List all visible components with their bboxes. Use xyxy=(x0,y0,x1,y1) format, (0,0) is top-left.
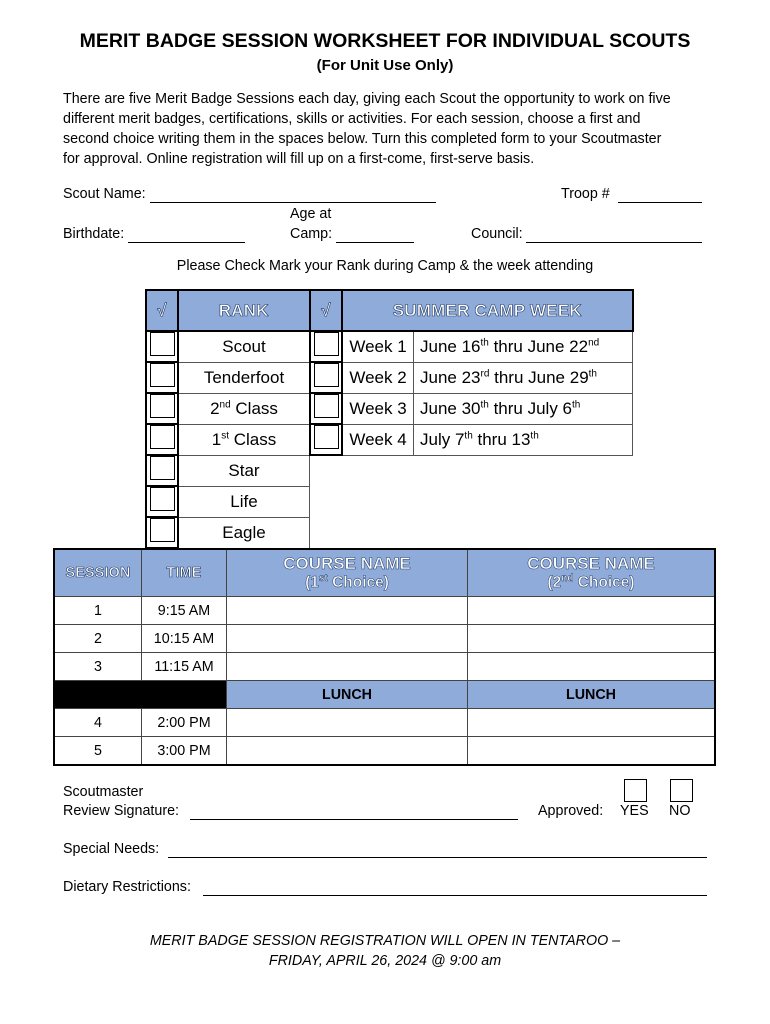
scout-name-label: Scout Name: xyxy=(63,186,146,202)
week-checkbox-4[interactable] xyxy=(310,424,342,455)
rank-name: Life xyxy=(178,486,310,517)
dietary-label: Dietary Restrictions: xyxy=(63,879,191,895)
signature-field[interactable] xyxy=(190,803,518,820)
table-row xyxy=(54,737,715,766)
scoutmaster-label: Scoutmaster xyxy=(63,784,144,800)
rank-checkbox-life[interactable] xyxy=(146,486,178,517)
course-1st-choice-field[interactable] xyxy=(227,653,468,681)
special-needs-label: Special Needs: xyxy=(63,841,160,857)
table-row xyxy=(54,653,715,681)
rank-name: Eagle xyxy=(178,517,310,548)
footer-line: MERIT BADGE SESSION REGISTRATION WILL OPEN IN TENTAROO – xyxy=(149,933,621,949)
week-dates xyxy=(414,424,633,455)
course-2nd-choice-field[interactable] xyxy=(468,625,716,653)
birthdate-field[interactable] xyxy=(128,226,245,243)
course-1st-choice-header xyxy=(227,549,468,597)
week-check-header: √ xyxy=(310,290,342,331)
week-label: Week 4 xyxy=(342,424,414,455)
course-2-sub: (2nd Choice) xyxy=(547,572,635,591)
rank-name: Star xyxy=(178,455,310,486)
time-header: TIME xyxy=(142,549,227,597)
approved-yes-checkbox[interactable] xyxy=(624,779,647,802)
week-header: SUMMER CAMP WEEK xyxy=(342,290,633,331)
check-instruction: Please Check Mark your Rank during Camp & the week attending xyxy=(176,258,594,274)
course-2nd-choice-field[interactable] xyxy=(468,597,716,625)
week-label: Week 2 xyxy=(342,362,414,393)
session-time: 10:15 AM xyxy=(142,625,227,653)
session-time: 9:15 AM xyxy=(142,597,227,625)
form-subtitle: (For Unit Use Only) xyxy=(316,57,454,74)
lunch-label: LUNCH xyxy=(227,681,468,709)
course-1st-choice-field[interactable] xyxy=(227,737,468,766)
week-checkbox-1[interactable] xyxy=(310,331,342,362)
week-label: Week 1 xyxy=(342,331,414,362)
rank-name xyxy=(178,393,310,424)
rank-name-1st-class: 1st Class xyxy=(211,429,277,449)
no-label: NO xyxy=(669,803,691,819)
rank-checkbox-tenderfoot[interactable] xyxy=(146,362,178,393)
course-1-title: COURSE NAME xyxy=(283,554,411,573)
week-2-dates: June 23rd thru June 29th xyxy=(420,367,597,387)
course-1st-choice-field[interactable] xyxy=(227,709,468,737)
rank-name: Tenderfoot xyxy=(178,362,310,393)
week-dates xyxy=(414,393,633,424)
rank-table xyxy=(145,289,311,549)
week-dates xyxy=(414,331,633,362)
course-1-sub: (1st Choice) xyxy=(305,572,389,591)
week-dates xyxy=(414,362,633,393)
week-table xyxy=(309,289,634,456)
rank-check-header: √ xyxy=(146,290,178,331)
course-2nd-choice-header xyxy=(468,549,716,597)
footer-line: FRIDAY, APRIL 26, 2024 @ 9:00 am xyxy=(268,953,502,969)
course-2-title: COURSE NAME xyxy=(527,554,655,573)
week-1-dates: June 16th thru June 22nd xyxy=(420,336,600,356)
age-label-line2: Camp: xyxy=(290,226,333,242)
birthdate-label: Birthdate: xyxy=(63,226,125,242)
session-number: 3 xyxy=(54,653,142,681)
course-1st-choice-field[interactable] xyxy=(227,597,468,625)
session-time: 11:15 AM xyxy=(142,653,227,681)
session-table xyxy=(53,548,716,766)
intro-line: for approval. Online registration will fill up on a first-come, first-serve basis. xyxy=(63,151,535,167)
course-1st-choice-field[interactable] xyxy=(227,625,468,653)
session-time: 3:00 PM xyxy=(142,737,227,766)
intro-line: different merit badges, certifications, skills or activities. For each session, choose a first and xyxy=(63,111,641,127)
intro-line: There are five Merit Badge Sessions each day, giving each Scout the opportunity to work on five xyxy=(63,91,671,107)
council-field[interactable] xyxy=(526,226,702,243)
rank-checkbox-star[interactable] xyxy=(146,455,178,486)
troop-label: Troop # xyxy=(561,186,610,202)
session-number: 2 xyxy=(54,625,142,653)
rank-checkbox-2nd-class[interactable] xyxy=(146,393,178,424)
session-number: 4 xyxy=(54,709,142,737)
course-2nd-choice-field[interactable] xyxy=(468,709,716,737)
troop-field[interactable] xyxy=(618,186,702,203)
lunch-label: LUNCH xyxy=(468,681,716,709)
special-needs-field[interactable] xyxy=(168,841,707,858)
week-4-dates: July 7th thru 13th xyxy=(420,429,539,449)
lunch-black-cell xyxy=(54,681,227,709)
session-time: 2:00 PM xyxy=(142,709,227,737)
table-row xyxy=(54,625,715,653)
yes-label: YES xyxy=(620,803,649,819)
dietary-field[interactable] xyxy=(203,879,707,896)
age-label-line1: Age at xyxy=(290,206,332,222)
review-signature-label: Review Signature: xyxy=(63,803,180,819)
registration-notice xyxy=(0,931,770,971)
scout-name-field[interactable] xyxy=(150,186,436,203)
lunch-row xyxy=(54,681,715,709)
age-field[interactable] xyxy=(336,226,414,243)
rank-checkbox-eagle[interactable] xyxy=(146,517,178,548)
table-row xyxy=(54,709,715,737)
approved-no-checkbox[interactable] xyxy=(670,779,693,802)
week-3-dates: June 30th thru July 6th xyxy=(420,398,581,418)
intro-line: second choice writing them in the spaces below. Turn this completed form to your Scoutmaster xyxy=(63,131,662,147)
week-checkbox-2[interactable] xyxy=(310,362,342,393)
rank-name-2nd-class: 2nd Class xyxy=(210,398,278,418)
week-checkbox-3[interactable] xyxy=(310,393,342,424)
form-title: MERIT BADGE SESSION WORKSHEET FOR INDIVIDUAL SCOUTS xyxy=(79,30,691,52)
council-label: Council: xyxy=(471,226,523,242)
rank-checkbox-scout[interactable] xyxy=(146,331,178,362)
approved-label: Approved: xyxy=(538,803,604,819)
course-2nd-choice-field[interactable] xyxy=(468,653,716,681)
course-2nd-choice-field[interactable] xyxy=(468,737,716,766)
session-header: SESSION xyxy=(54,549,142,597)
session-number: 5 xyxy=(54,737,142,766)
week-label: Week 3 xyxy=(342,393,414,424)
rank-name xyxy=(178,424,310,455)
intro-paragraph xyxy=(63,89,723,169)
rank-checkbox-1st-class[interactable] xyxy=(146,424,178,455)
session-number: 1 xyxy=(54,597,142,625)
rank-header: RANK xyxy=(178,290,310,331)
rank-name: Scout xyxy=(178,331,310,362)
table-row xyxy=(54,597,715,625)
